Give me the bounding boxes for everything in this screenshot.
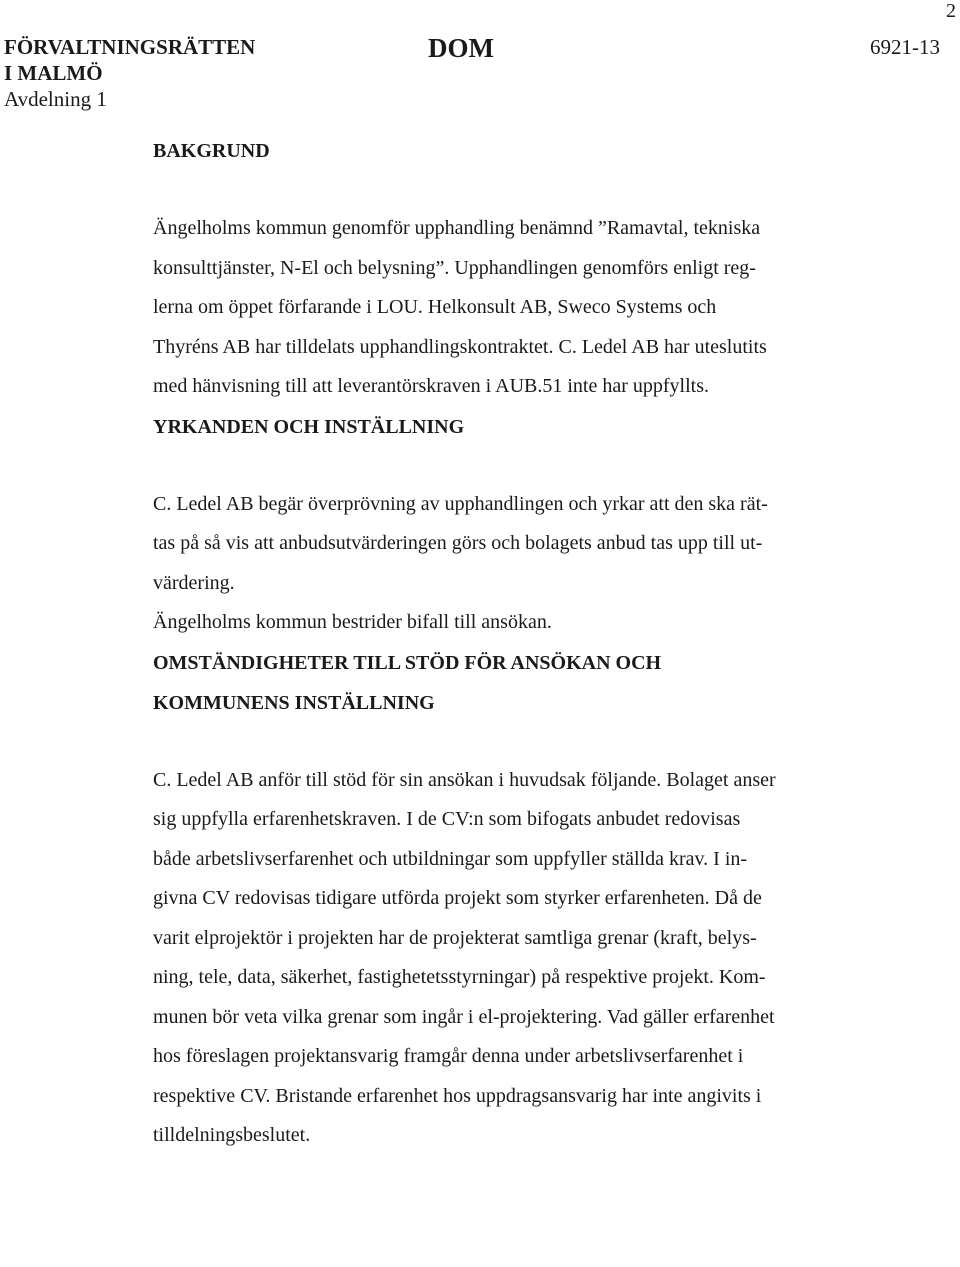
text-line: varit elprojektör i projekten har de projekterat samtliga grenar (kraft, belys- xyxy=(153,926,757,949)
department: Avdelning 1 xyxy=(4,87,107,111)
case-number: 6921-13 xyxy=(870,35,940,59)
heading-bakgrund: BAKGRUND xyxy=(153,140,270,162)
text-line: Ängelholms kommun genomför upphandling benämnd ”Ramavtal, tekniska xyxy=(153,217,761,239)
text-line: både arbetslivserfarenhet och utbildningar som uppfyller ställda krav. I in- xyxy=(153,847,748,870)
heading-line-2: KOMMUNENS INSTÄLLNING xyxy=(153,691,435,714)
text-line: konsulttjänster, N-El och belysning”. Upphandlingen genomförs enligt reg- xyxy=(153,256,756,279)
paragraph-bakgrund xyxy=(153,209,883,407)
text-line: respektive CV. Bristande erfarenhet hos uppdragsansvarig har inte angivits i xyxy=(153,1084,762,1107)
paragraph-yrkanden-2 xyxy=(153,603,883,643)
text-line: tas på så vis att anbudsutvärderingen görs och bolagets anbud tas upp till ut- xyxy=(153,532,763,554)
text-line: Thyréns AB har tilldelats upphandlingskontraktet. C. Ledel AB har uteslutits xyxy=(153,335,767,358)
court-name xyxy=(4,34,255,86)
document-type: DOM xyxy=(428,33,494,63)
text-line: värdering. xyxy=(153,571,235,594)
paragraph-yrkanden-1 xyxy=(153,485,883,604)
text-line: C. Ledel AB begär överprövning av upphandlingen och yrkar att den ska rät- xyxy=(153,492,768,515)
court-name-line-1: FÖRVALTNINGSRÄTTEN xyxy=(4,35,256,59)
page-number: 2 xyxy=(946,0,956,22)
heading-yrkanden: YRKANDEN OCH INSTÄLLNING xyxy=(153,415,465,438)
text-line: Ängelholms kommun bestrider bifall till ansökan. xyxy=(153,611,552,633)
text-line: givna CV redovisas tidigare utförda projekt som styrker erfarenheten. Då de xyxy=(153,887,762,909)
court-name-line-2: I MALMÖ xyxy=(4,61,103,85)
text-line: munen bör veta vilka grenar som ingår i el-projektering. Vad gäller erfarenhet xyxy=(153,1005,775,1028)
text-line: tilldelningsbeslutet. xyxy=(153,1124,311,1146)
heading-line-1: OMSTÄNDIGHETER TILL STÖD FÖR ANSÖKAN OCH xyxy=(153,651,662,674)
text-line: med hänvisning till att leverantörskraven i AUB.51 inte har uppfyllts. xyxy=(153,375,710,397)
text-line: ning, tele, data, säkerhet, fastighetetsstyrningar) på respektive projekt. Kom- xyxy=(153,966,766,988)
document-body xyxy=(153,131,883,1156)
text-line: hos föreslagen projektansvarig framgår denna under arbetslivserfarenhet i xyxy=(153,1045,744,1067)
paragraph-omstandigheter xyxy=(153,761,883,1156)
court-header xyxy=(4,34,255,112)
text-line: C. Ledel AB anför till stöd för sin ansökan i huvudsak följande. Bolaget anser xyxy=(153,768,776,791)
heading-omstandigheter xyxy=(153,643,883,723)
text-line: lerna om öppet förfarande i LOU. Helkonsult AB, Sweco Systems och xyxy=(153,296,717,318)
text-line: sig uppfylla erfarenhetskraven. I de CV:n som bifogats anbudet redovisas xyxy=(153,808,741,830)
